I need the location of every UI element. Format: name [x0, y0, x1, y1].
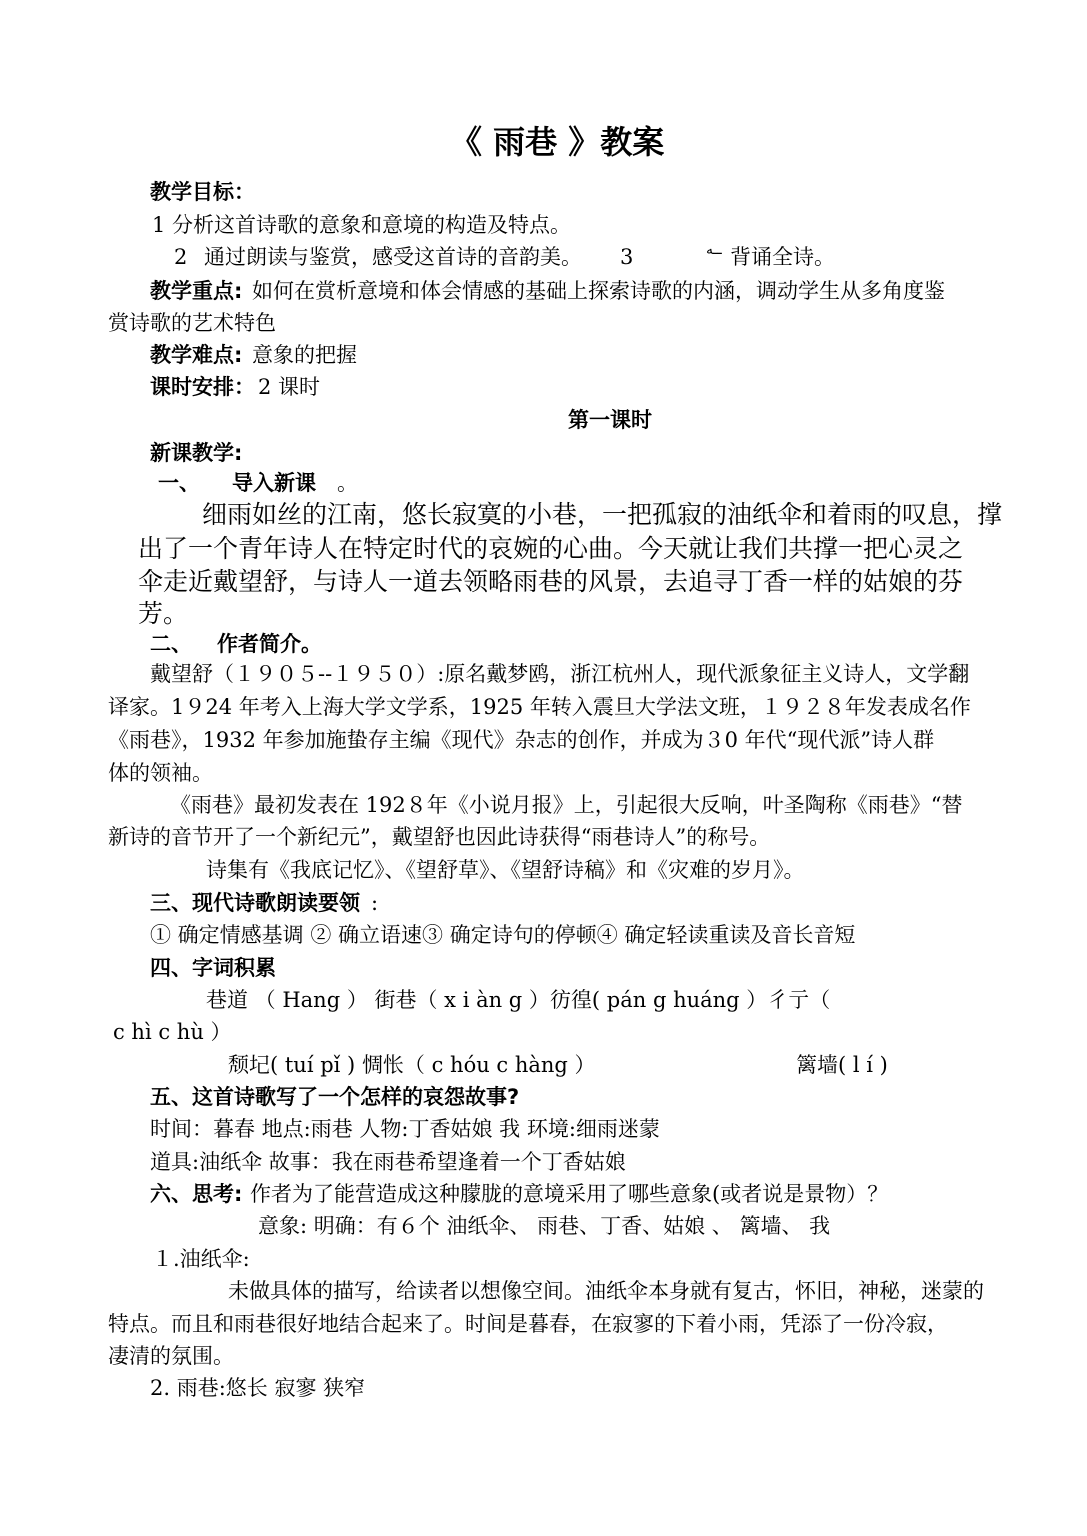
- section-1-heading: 导入新课: [232, 471, 316, 495]
- section-6-question: 作者为了能营造成这种朦胧的意境采用了哪些意象(或者说是景物）？: [250, 1182, 889, 1206]
- section-4-row-1: 巷道 （ Hang ） 街巷（ x i àn g ）彷徨( pán g huáng ）彳亍（: [206, 988, 831, 1012]
- key-points-line-1: 如何在赏析意境和体会情感的基础上探索诗歌的内涵，调动学生从多角度鉴: [252, 279, 945, 303]
- section-5-row-2: 道具:油纸伞 故事：我在雨巷希望逢着一个丁香姑娘: [150, 1150, 626, 1174]
- schedule-heading: 课时安排：: [150, 375, 255, 399]
- section-4-row-3: 颓圮( tuí pǐ ) 惆怅（ c hóu c hàng ）: [228, 1053, 596, 1077]
- section-1-heading-tail: 。: [337, 471, 358, 495]
- key-points-heading: 教学重点:: [150, 279, 243, 303]
- section-2-para-line-6: 新诗的音节开了一个新纪元”，戴望舒也因此诗获得“雨巷诗人”的称号。: [108, 825, 771, 849]
- difficulty-text: 意象的把握: [252, 343, 357, 367]
- section-2-para-line-4: 体的领袖。: [108, 761, 213, 785]
- key-points-line-2: 赏诗歌的艺术特色: [108, 311, 276, 335]
- section-6-answer: 意象: 明确：有６个 油纸伞、 雨巷、丁香、姑娘 、 篱墙、 我: [258, 1214, 831, 1238]
- document-title: 《 雨巷 》教案: [450, 123, 665, 161]
- goal-item-3-number: 3: [620, 245, 634, 269]
- section-5-heading: 五、这首诗歌写了一个怎样的哀怨故事?: [150, 1085, 520, 1109]
- section-2-para-line-3: 《雨巷》，1932 年参加施蛰存主编《现代》杂志的创作，并成为３0 年代“现代派”诗人群: [108, 728, 935, 752]
- section-6-sub-1-line-3: 凄清的氛围。: [108, 1344, 234, 1368]
- section-1-para-line-1: 细雨如丝的江南，悠长寂寞的小巷，一把孤寂的油纸伞和着雨的叹息，撑: [202, 500, 1003, 529]
- section-4-row-3b: 篱墙( l í ): [796, 1053, 888, 1077]
- section-6-sub-1-heading: １.油纸伞:: [152, 1247, 250, 1271]
- section-6-sub-1-line-2: 特点。而且和雨巷很好地结合起来了。时间是暮春，在寂寥的下着小雨，凭添了一份冷寂，: [108, 1312, 948, 1336]
- section-2-heading: 作者简介。: [217, 632, 322, 656]
- section-6-sub-2: 2. 雨巷:悠长 寂寥 狭窄: [150, 1376, 366, 1400]
- section-3-heading: 三、现代诗歌朗读要领: [150, 891, 360, 915]
- section-2-number: 二、: [150, 632, 192, 656]
- goals-heading: 教学目标：: [150, 180, 255, 204]
- new-lesson-heading: 新课教学:: [150, 441, 243, 465]
- lesson-title: 第一课时: [568, 408, 652, 432]
- section-6-sub-1-line-1: 未做具体的描写，给读者以想像空间。油纸伞本身就有复古，怀旧，神秘，迷蒙的: [228, 1279, 984, 1303]
- section-1-para-line-4: 芳。: [138, 599, 189, 628]
- section-4-heading: 四、字词积累: [150, 956, 276, 980]
- section-1-para-line-2: 出了一个青年诗人在特定时代的哀婉的心曲。今天就让我们共撑一把心灵之: [138, 534, 964, 563]
- goal-item-1: 1 分析这首诗歌的意象和意境的构造及特点。: [152, 213, 572, 237]
- section-2-para-line-5: 《雨巷》最初发表在 192８年《小说月报》上，引起很大反响，叶圣陶称《雨巷》“替: [170, 793, 963, 817]
- section-2-para-line-2: 译家。1９24 年考入上海大学文学系，1925 年转入震旦大学法文班，１９２８年发表成名作: [108, 695, 971, 719]
- goal-item-2-number: 2: [174, 245, 188, 269]
- section-4-row-2: c hì c hù ）: [113, 1020, 232, 1044]
- goal-item-2: 通过朗读与鉴赏，感受这首诗的音韵美。: [204, 245, 582, 269]
- section-3-heading-colon: :: [371, 891, 379, 915]
- goal-item-3: 背诵全诗。: [730, 245, 835, 269]
- section-1-para-line-3: 伞走近戴望舒，与诗人一道去领略雨巷的风景，去追寻丁香一样的姑娘的芬: [138, 567, 964, 596]
- goal-item-3-mark: ــه: [706, 242, 722, 258]
- section-2-para-line-7: 诗集有《我底记忆》、《望舒草》、《望舒诗稿》和《灾难的岁月》。: [206, 858, 805, 882]
- section-6-heading: 六、思考:: [150, 1182, 243, 1206]
- section-5-row-1: 时间：暮春 地点:雨巷 人物:丁香姑娘 我 环境:细雨迷蒙: [150, 1117, 660, 1141]
- section-3-items: ① 确定情感基调 ② 确立语速③ 确定诗句的停顿④ 确定轻读重读及音长音短: [150, 923, 856, 947]
- section-1-number: 一、: [158, 471, 200, 495]
- section-2-para-line-1: 戴望舒（１９０５--１９５０）:原名戴梦鸥，浙江杭州人，现代派象征主义诗人，文学翻: [150, 662, 970, 686]
- schedule-text: 2 课时: [258, 375, 321, 399]
- difficulty-heading: 教学难点:: [150, 343, 243, 367]
